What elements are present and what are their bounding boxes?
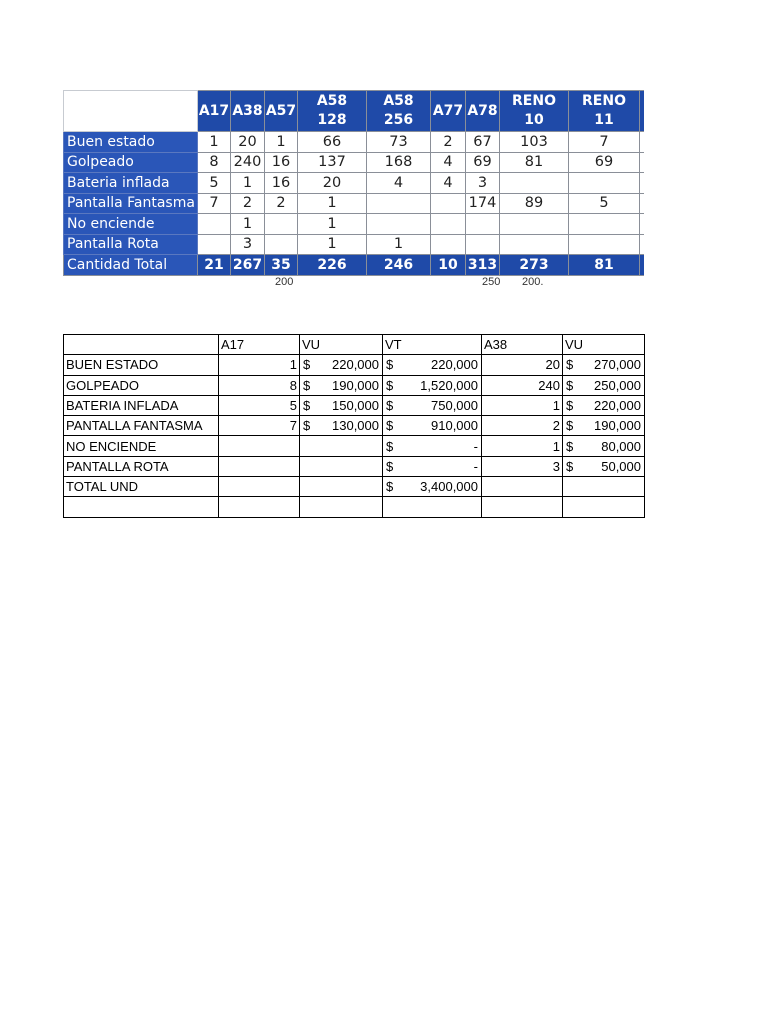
table-cell xyxy=(367,193,431,214)
money-value: 190,000 xyxy=(594,418,641,434)
total-cell: 35 xyxy=(265,255,298,276)
money-value: 1,520,000 xyxy=(420,377,478,393)
image-table-row xyxy=(64,173,645,194)
header-cell: RENO 11 xyxy=(569,91,640,132)
table-cell: 16 xyxy=(265,173,298,194)
currency-symbol: $ xyxy=(386,438,394,454)
image-table-total-row xyxy=(64,255,645,276)
note-text: 200 xyxy=(275,276,294,288)
table-cell: 89 xyxy=(500,193,569,214)
money-value: 750,000 xyxy=(431,398,478,414)
table-cell: 66 xyxy=(298,132,367,153)
sheet-cell[interactable]: PANTALLA FANTASMA xyxy=(64,416,219,436)
header-cell: A77 xyxy=(431,91,466,132)
money-cell[interactable] xyxy=(563,456,645,476)
money-cell[interactable] xyxy=(563,355,645,375)
money-value: 50,000 xyxy=(601,458,641,474)
money-value: 130,000 xyxy=(332,418,379,434)
sheet-row xyxy=(64,355,645,375)
header-cell-cutoff xyxy=(640,91,645,132)
sheet-cell[interactable] xyxy=(219,477,300,497)
table-cell xyxy=(367,214,431,235)
total-cell-cutoff xyxy=(640,255,645,276)
total-cell: 226 xyxy=(298,255,367,276)
table-cell: 1 xyxy=(231,214,265,235)
sheet-cell-empty[interactable] xyxy=(219,497,300,517)
table-cell: 73 xyxy=(367,132,431,153)
sheet-cell[interactable]: 1 xyxy=(482,395,563,415)
note-text: 200. xyxy=(522,276,544,288)
table-cell: 8 xyxy=(198,152,231,173)
currency-symbol: $ xyxy=(386,377,394,393)
table-cell: 3 xyxy=(231,234,265,255)
currency-symbol: $ xyxy=(303,357,311,373)
money-cell[interactable] xyxy=(563,375,645,395)
table-cell xyxy=(198,234,231,255)
sheet-row xyxy=(64,456,645,476)
table-cell: 1 xyxy=(298,193,367,214)
table-cell: 174 xyxy=(466,193,500,214)
sheet-row xyxy=(64,477,645,497)
table-cell-cutoff xyxy=(640,193,645,214)
table-cell: 67 xyxy=(466,132,500,153)
image-table-row xyxy=(64,152,645,173)
money-cell[interactable] xyxy=(383,477,482,497)
table-cell xyxy=(466,214,500,235)
table-cell xyxy=(198,214,231,235)
total-cell: 313 xyxy=(466,255,500,276)
sheet-cell[interactable]: 20 xyxy=(482,355,563,375)
sheet-cell[interactable]: 7 xyxy=(219,416,300,436)
table-cell: 1 xyxy=(265,132,298,153)
table-cell: 4 xyxy=(367,173,431,194)
table-cell xyxy=(569,173,640,194)
sheet-row xyxy=(64,375,645,395)
sheet-cell[interactable]: GOLPEADO xyxy=(64,375,219,395)
table-cell: 168 xyxy=(367,152,431,173)
currency-symbol: $ xyxy=(566,438,574,454)
table-cell: 16 xyxy=(265,152,298,173)
table-cell: 7 xyxy=(198,193,231,214)
sheet-cell[interactable]: 1 xyxy=(219,355,300,375)
inventory-image-table xyxy=(63,90,644,276)
total-cell: 10 xyxy=(431,255,466,276)
table-cell xyxy=(500,234,569,255)
table-cell-cutoff xyxy=(640,152,645,173)
money-cell[interactable] xyxy=(300,436,383,456)
table-cell: 4 xyxy=(431,152,466,173)
table-cell xyxy=(265,214,298,235)
row-label: Pantalla Fantasma xyxy=(64,193,198,214)
table-cell: 2 xyxy=(265,193,298,214)
table-cell-cutoff xyxy=(640,234,645,255)
table-cell xyxy=(431,214,466,235)
money-cell[interactable] xyxy=(300,375,383,395)
table-cell: 3 xyxy=(466,173,500,194)
money-value: - xyxy=(473,438,478,454)
row-label: No enciende xyxy=(64,214,198,235)
sheet-cell[interactable]: 1 xyxy=(482,436,563,456)
money-value: 250,000 xyxy=(594,377,641,393)
currency-symbol: $ xyxy=(303,398,311,414)
table-cell: 5 xyxy=(198,173,231,194)
table-cell: 2 xyxy=(231,193,265,214)
table-cell: 137 xyxy=(298,152,367,173)
header-corner xyxy=(64,91,198,132)
image-table-row xyxy=(64,214,645,235)
table-cell: 1 xyxy=(298,234,367,255)
sheet-cell-empty[interactable] xyxy=(383,497,482,517)
currency-symbol: $ xyxy=(566,398,574,414)
total-cell: 81 xyxy=(569,255,640,276)
currency-symbol: $ xyxy=(386,479,394,495)
currency-symbol: $ xyxy=(386,458,394,474)
table-cell-cutoff xyxy=(640,173,645,194)
sheet-cell[interactable]: TOTAL UND xyxy=(64,477,219,497)
money-value: 220,000 xyxy=(332,357,379,373)
currency-symbol: $ xyxy=(566,357,574,373)
header-cell: A57 xyxy=(265,91,298,132)
currency-symbol: $ xyxy=(386,418,394,434)
money-cell[interactable] xyxy=(300,477,383,497)
sheet-cell[interactable] xyxy=(219,436,300,456)
price-spreadsheet-table xyxy=(63,334,645,518)
money-value: 3,400,000 xyxy=(420,479,478,495)
sheet-header-cell[interactable]: VT xyxy=(383,335,482,355)
sheet-cell[interactable]: 240 xyxy=(482,375,563,395)
money-cell[interactable] xyxy=(383,355,482,375)
table-cell: 5 xyxy=(569,193,640,214)
currency-symbol: $ xyxy=(566,377,574,393)
money-cell[interactable] xyxy=(383,416,482,436)
table-cell: 1 xyxy=(231,173,265,194)
table-cell: 69 xyxy=(466,152,500,173)
header-cell: A17 xyxy=(198,91,231,132)
table-cell: 2 xyxy=(431,132,466,153)
sheet-cell[interactable]: NO ENCIENDE xyxy=(64,436,219,456)
sheet-cell[interactable]: 5 xyxy=(219,395,300,415)
table-cell: 103 xyxy=(500,132,569,153)
money-value: 190,000 xyxy=(332,377,379,393)
money-value: - xyxy=(473,458,478,474)
table-cell xyxy=(569,214,640,235)
table-cell: 240 xyxy=(231,152,265,173)
sheet-row xyxy=(64,436,645,456)
image-table-row xyxy=(64,132,645,153)
image-table-header-row xyxy=(64,91,645,132)
note-text: 250 xyxy=(482,276,501,288)
table-cell xyxy=(466,234,500,255)
sheet-cell[interactable]: BATERIA INFLADA xyxy=(64,395,219,415)
money-value: 220,000 xyxy=(431,357,478,373)
sheet-row xyxy=(64,416,645,436)
table-cell-cutoff xyxy=(640,132,645,153)
row-label: Pantalla Rota xyxy=(64,234,198,255)
sheet-header-cell[interactable]: VU xyxy=(563,335,645,355)
header-cell: A58 256 xyxy=(367,91,431,132)
sheet-row xyxy=(64,395,645,415)
money-cell[interactable] xyxy=(300,395,383,415)
money-cell[interactable] xyxy=(383,395,482,415)
row-label: Bateria inflada xyxy=(64,173,198,194)
currency-symbol: $ xyxy=(566,418,574,434)
header-cell: A58 128 xyxy=(298,91,367,132)
money-cell[interactable] xyxy=(383,456,482,476)
table-cell xyxy=(431,193,466,214)
pasted-image-table xyxy=(63,90,644,280)
table-cell-cutoff xyxy=(640,214,645,235)
sheet-cell-empty[interactable] xyxy=(300,497,383,517)
table-cell: 1 xyxy=(298,214,367,235)
money-cell[interactable] xyxy=(563,436,645,456)
money-cell[interactable] xyxy=(563,477,645,497)
row-label: Golpeado xyxy=(64,152,198,173)
sheet-cell[interactable]: PANTALLA ROTA xyxy=(64,456,219,476)
money-cell[interactable] xyxy=(300,416,383,436)
table-cell: 1 xyxy=(198,132,231,153)
total-label: Cantidad Total xyxy=(64,255,198,276)
image-table-row xyxy=(64,193,645,214)
header-cell: A78 xyxy=(466,91,500,132)
total-cell: 21 xyxy=(198,255,231,276)
sheet-header-row xyxy=(64,335,645,355)
sheet-cell-empty[interactable] xyxy=(64,497,219,517)
money-cell[interactable] xyxy=(300,456,383,476)
header-cell: A38 xyxy=(231,91,265,132)
money-value: 220,000 xyxy=(594,398,641,414)
money-value: 910,000 xyxy=(431,418,478,434)
sheet-cell[interactable]: 8 xyxy=(219,375,300,395)
table-cell xyxy=(265,234,298,255)
total-cell: 246 xyxy=(367,255,431,276)
table-cell xyxy=(569,234,640,255)
currency-symbol: $ xyxy=(386,398,394,414)
money-cell[interactable] xyxy=(563,416,645,436)
total-cell: 267 xyxy=(231,255,265,276)
money-value: 150,000 xyxy=(332,398,379,414)
table-cell xyxy=(431,234,466,255)
image-table-row xyxy=(64,234,645,255)
sheet-cell[interactable] xyxy=(219,456,300,476)
row-label: Buen estado xyxy=(64,132,198,153)
header-cell: RENO 10 xyxy=(500,91,569,132)
money-cell[interactable] xyxy=(563,395,645,415)
currency-symbol: $ xyxy=(566,458,574,474)
currency-symbol: $ xyxy=(303,418,311,434)
money-value: 80,000 xyxy=(601,438,641,454)
total-cell: 273 xyxy=(500,255,569,276)
table-cell xyxy=(500,173,569,194)
table-cell: 20 xyxy=(231,132,265,153)
money-cell[interactable] xyxy=(383,375,482,395)
table-cell: 20 xyxy=(298,173,367,194)
sheet-cell[interactable]: 3 xyxy=(482,456,563,476)
table-cell: 1 xyxy=(367,234,431,255)
sheet-cell-empty[interactable] xyxy=(563,497,645,517)
sheet-cell-empty[interactable] xyxy=(482,497,563,517)
money-cell[interactable] xyxy=(383,436,482,456)
money-value: 270,000 xyxy=(594,357,641,373)
sheet-header-cell[interactable]: A17 xyxy=(219,335,300,355)
currency-symbol: $ xyxy=(303,377,311,393)
currency-symbol: $ xyxy=(386,357,394,373)
table-cell xyxy=(500,214,569,235)
money-cell[interactable] xyxy=(300,355,383,375)
sheet-cell[interactable] xyxy=(482,477,563,497)
sheet-cell[interactable]: 2 xyxy=(482,416,563,436)
sheet-row-empty xyxy=(64,497,645,517)
sheet-cell[interactable]: BUEN ESTADO xyxy=(64,355,219,375)
sheet-header-cell[interactable]: VU xyxy=(300,335,383,355)
table-cell: 69 xyxy=(569,152,640,173)
sheet-header-cell[interactable] xyxy=(64,335,219,355)
table-cell: 4 xyxy=(431,173,466,194)
sheet-header-cell[interactable]: A38 xyxy=(482,335,563,355)
table-cell: 81 xyxy=(500,152,569,173)
table-cell: 7 xyxy=(569,132,640,153)
